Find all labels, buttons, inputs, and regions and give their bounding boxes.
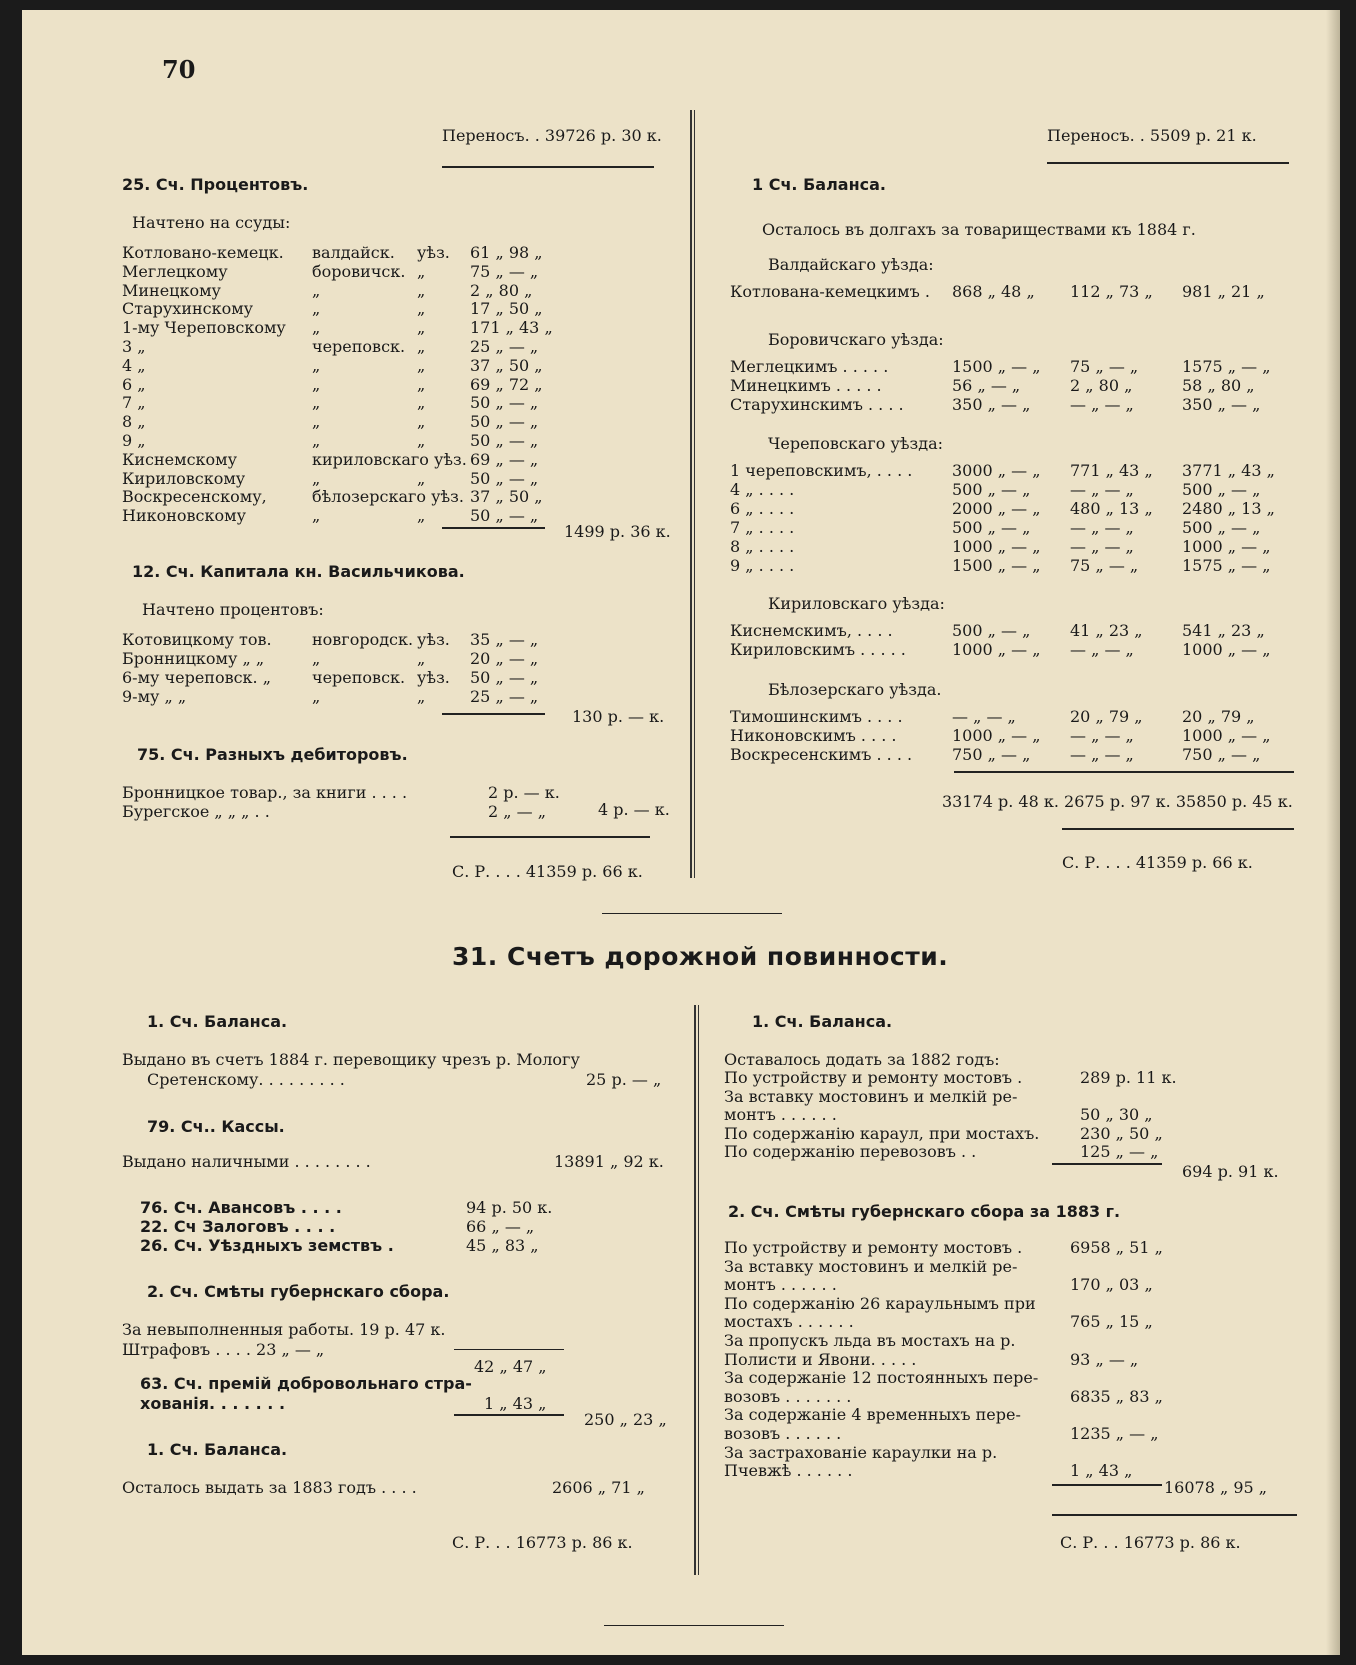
account-12-row-district: „ (312, 687, 321, 706)
balance-row-interest: 771 „ 43 „ (1070, 461, 1153, 480)
rb-estimate-row-name: За пропускъ льда въ мостахъ на р. (724, 1331, 1016, 1350)
advances-value: 94 р. 50 к. (466, 1198, 553, 1217)
account-25-row-amount: 50 „ — „ (470, 506, 539, 526)
account-25-row-amount: 50 „ — „ (470, 393, 539, 413)
rb-estimate-row-name: монтъ . . . . . . (724, 1275, 837, 1295)
account-25-row-unit: „ (417, 412, 426, 432)
insurance-line2: хованія. . . . . . . (140, 1394, 286, 1413)
right-carry-forward: Переносъ. . 5509 р. 21 к. (1047, 126, 1257, 145)
balance-row-total: 500 „ — „ (1182, 480, 1261, 499)
balance-totals: 33174 р. 48 к. 2675 р. 97 к. 35850 р. 45 к. (942, 792, 1293, 811)
balance-row-interest: — „ — „ (1070, 395, 1134, 414)
account-12-row-amount: 20 „ — „ (470, 649, 539, 668)
balance-row-principal: 868 „ 48 „ (952, 282, 1035, 301)
account-25-row-name: Кириловскому (122, 468, 246, 488)
balance-row-interest: 75 „ — „ (1070, 556, 1139, 575)
column-divider-top (690, 110, 692, 878)
balance-row-name: Воскресенскимъ . . . . (730, 745, 913, 764)
account-25-row-district: „ (312, 374, 321, 394)
rb-balance-row-amount: 125 „ — „ (1080, 1142, 1159, 1161)
balance-row-name: 6 „ . . . . (730, 499, 795, 518)
rb-balance-row-amount: 230 „ 50 „ (1080, 1123, 1163, 1143)
balance-row-interest: — „ — „ (1070, 480, 1134, 499)
rb-estimate-row-name: За содержаніе 4 временныхъ пере- (724, 1405, 1021, 1425)
rb-estimate-title: 2. Сч. Смѣты губернскаго сбора за 1883 г. (728, 1202, 1121, 1221)
rb-estimate-row-amount: 6835 „ 83 „ (1070, 1386, 1163, 1406)
account-25-row-amount: 50 „ — „ (470, 431, 539, 450)
account-25-row-unit: „ (417, 431, 426, 450)
account-25-row-name: Киснемскому (122, 449, 238, 469)
balance-row-total: 20 „ 79 „ (1182, 707, 1255, 726)
account-25-row-amount: 69 „ — „ (470, 449, 539, 469)
account-25-row-amount: 69 „ 72 „ (470, 374, 543, 394)
account-25-total: 1499 р. 36 к. (564, 522, 671, 541)
account-25-row-name: 7 „ (122, 393, 146, 413)
district-heading: Бѣлозерскаго уѣзда. (768, 680, 942, 699)
account-25-row-name: 3 „ (122, 337, 146, 356)
account-25-row-district: „ (312, 468, 321, 488)
account-25-row-unit: уѣз. (417, 243, 450, 262)
account-25-row-unit: „ (417, 506, 426, 526)
page-number: 70 (162, 55, 196, 84)
rb-estimate-row-name: За вставку мостовинъ и мелкій ре- (724, 1256, 1018, 1276)
balance-row-interest: — „ — „ (1070, 518, 1134, 537)
rb-balance-rule (1052, 1163, 1162, 1165)
balance-row-interest: 41 „ 23 „ (1070, 621, 1143, 640)
account-25-row-amount: 61 „ 98 „ (470, 243, 543, 262)
account-25-row-district: боровичск. (312, 261, 406, 281)
right-sr-rule (1062, 828, 1294, 830)
rb-estimate-row-name: Пчевжѣ . . . . . . (724, 1461, 853, 1481)
carry-rule-right (1047, 162, 1289, 164)
balance-row-total: 1000 „ — „ (1182, 726, 1271, 745)
rb-balance-row-name: По содержанію караул, при мостахъ. (724, 1123, 1040, 1143)
account-12-row-district: череповск. (312, 668, 406, 687)
account-25-row-district: череповск. (312, 337, 406, 356)
estimate-line1: За невыполненныя работы. 19 р. 47 к. (122, 1320, 446, 1339)
account-25-row-amount: 37 „ 50 „ (470, 355, 543, 375)
column-divider-top-2 (694, 110, 695, 878)
rb-estimate-total: 16078 „ 95 „ (1164, 1478, 1268, 1497)
account-25-row-unit: „ (417, 261, 426, 281)
balance-row-total: 1575 „ — „ (1182, 357, 1271, 376)
balance-row-name: Минецкимъ . . . . . (730, 376, 882, 395)
account-12-row-unit: „ (417, 649, 426, 668)
balance-row-interest: 75 „ — „ (1070, 357, 1139, 376)
rb-estimate-row-amount: 93 „ — „ (1070, 1349, 1139, 1369)
account-12-total: 130 р. — к. (572, 707, 665, 726)
district-heading: Валдайскаго уѣзда: (768, 255, 934, 274)
lb-balance-line1: Выдано въ счетъ 1884 г. перевощику чрезъ р. Мологу (122, 1050, 580, 1069)
balance-row-principal: 1500 „ — „ (952, 357, 1041, 376)
account-25-row-district: „ (312, 318, 321, 338)
account-12-row-name: 6-му череповск. „ (122, 668, 272, 687)
account-25-row-amount: 25 „ — „ (470, 337, 539, 356)
column-divider-bottom-2 (698, 1005, 699, 1575)
ledger-page (22, 10, 1340, 1655)
account-25-row-amount: 17 „ 50 „ (470, 299, 543, 319)
balance-row-name: 8 „ . . . . (730, 537, 795, 556)
account-25-row-district: „ (312, 299, 321, 319)
lb-balance2-title: 1. Сч. Баланса. (147, 1440, 288, 1459)
balance-row-principal: 56 „ — „ (952, 376, 1021, 395)
balance-title: 1 Сч. Баланса. (752, 175, 886, 194)
rb-estimate-row-name: По содержанію 26 караульнымъ при (724, 1293, 1036, 1313)
balance-row-name: Котлована-кемецкимъ . (730, 282, 930, 301)
account-25-row-district: „ (312, 506, 321, 526)
balance-row-name: Меглецкимъ . . . . . (730, 357, 889, 376)
advances-label: 76. Сч. Авансовъ . . . . (140, 1198, 342, 1217)
balance-row-total: 3771 „ 43 „ (1182, 461, 1275, 480)
account-25-row-unit: „ (417, 318, 426, 338)
balance-row-principal: 1000 „ — „ (952, 537, 1041, 556)
balance-row-principal: 1000 „ — „ (952, 640, 1041, 659)
account-25-row-amount: 75 „ — „ (470, 261, 539, 281)
balance-row-principal: 750 „ — „ (952, 745, 1031, 764)
balance-row-name: 1 череповскимъ, . . . . (730, 461, 913, 480)
balance-row-principal: 500 „ — „ (952, 621, 1031, 640)
account-25-row-amount: 37 „ 50 „ (470, 487, 543, 507)
balance-row-interest: — „ — „ (1070, 537, 1134, 556)
cash-line: Выдано наличными . . . . . . . . (122, 1152, 371, 1171)
balance-row-total: 541 „ 23 „ (1182, 621, 1265, 640)
account-25-row-name: Старухинскому (122, 299, 254, 319)
account-12-row-district: новгородск. (312, 630, 414, 649)
rb-estimate-row-amount: 170 „ 03 „ (1070, 1275, 1153, 1295)
balance-row-interest: 20 „ 79 „ (1070, 707, 1143, 726)
balance-row-interest: — „ — „ (1070, 726, 1134, 745)
footer-rule (604, 1625, 784, 1626)
rb-estimate-row-name: Полисти и Явони. . . . . (724, 1349, 917, 1369)
subtotal-value: 250 „ 23 „ (584, 1410, 667, 1429)
account-25-row-district: бѣлозерскаго уѣз. (312, 487, 464, 507)
carry-rule-left (442, 166, 654, 168)
account-12-row-name: Бронницкому „ „ (122, 649, 265, 668)
account-25-row-name: 9 „ (122, 431, 146, 450)
balance-row-total: 1000 „ — „ (1182, 537, 1271, 556)
account-25-subtitle: Начтено на ссуды: (132, 213, 291, 232)
account-12-title: 12. Сч. Капитала кн. Васильчикова. (132, 562, 465, 581)
balance-row-name: Никоновскимъ . . . . (730, 726, 897, 745)
account-25-title: 25. Сч. Процентовъ. (122, 175, 309, 194)
rb-balance-row-name: По содержанію перевозовъ . . (724, 1142, 977, 1161)
balance-row-total: 750 „ — „ (1182, 745, 1261, 764)
balance-row-principal: 500 „ — „ (952, 518, 1031, 537)
balance-row-name: Тимошинскимъ . . . . (730, 707, 903, 726)
balance-row-total: 58 „ 80 „ (1182, 376, 1255, 395)
account-75-total: 4 р. — к. (598, 800, 670, 819)
balance-row-total: 981 „ 21 „ (1182, 282, 1265, 301)
balance-row-interest: 480 „ 13 „ (1070, 499, 1153, 518)
balance-row-total: 2480 „ 13 „ (1182, 499, 1275, 518)
rb-sr-total: С. Р. . . 16773 р. 86 к. (1060, 1533, 1241, 1552)
account-25-row-unit: „ (417, 280, 426, 300)
balance-row-interest: — „ — „ (1070, 745, 1134, 764)
account-25-row-name: Минецкому (122, 280, 221, 300)
account-25-row-unit: „ (417, 355, 426, 375)
account-25-row-amount: 171 „ 43 „ (470, 318, 553, 338)
rb-estimate-rule (1052, 1484, 1162, 1486)
lb-balance-line2: Сретенскому. . . . . . . . . (147, 1070, 345, 1089)
account-12-subtitle: Начтено процентовъ: (142, 600, 324, 619)
rb-balance-subtitle: Оставалось додать за 1882 годъ: (724, 1050, 1000, 1069)
left-carry-forward: Переносъ. . 39726 р. 30 к. (442, 126, 662, 145)
rb-sr-rule (1052, 1514, 1297, 1516)
account-12-row-amount: 25 „ — „ (470, 687, 539, 706)
rb-estimate-row-name: возовъ . . . . . . . (724, 1386, 852, 1406)
insurance-line1: 63. Сч. премій добровольнаго стра- (140, 1374, 472, 1393)
cash-title: 79. Сч.. Кассы. (147, 1117, 285, 1136)
rb-estimate-row-name: мостахъ . . . . . . (724, 1312, 854, 1332)
account-75-row-name: Бронницкое товар., за книги . . . . (122, 783, 408, 802)
balance-row-principal: 3000 „ — „ (952, 461, 1041, 480)
estimate-rule (454, 1349, 564, 1350)
right-sr-total: С. Р. . . . 41359 р. 66 к. (1062, 853, 1253, 872)
account-12-rule (442, 713, 545, 715)
estimate-line2: Штрафовъ . . . . 23 „ — „ (122, 1340, 325, 1359)
account-12-row-amount: 35 „ — „ (470, 630, 539, 649)
estimate-title: 2. Сч. Смѣты губернскаго сбора. (147, 1282, 450, 1301)
account-25-row-district: кириловскаго уѣз. (312, 449, 467, 469)
lb-sr-total: С. Р. . . 16773 р. 86 к. (452, 1533, 633, 1552)
account-75-row-amount: 2 „ — „ (488, 802, 547, 821)
account-12-row-name: 9-му „ „ (122, 687, 187, 706)
account-25-row-name: Никоновскому (122, 506, 247, 526)
balance-row-principal: 2000 „ — „ (952, 499, 1041, 518)
account-25-rule (442, 527, 545, 529)
balance-row-principal: 500 „ — „ (952, 480, 1031, 499)
balance-row-interest: — „ — „ (1070, 640, 1134, 659)
lb-balance2-value: 2606 „ 71 „ (552, 1478, 645, 1497)
account-12-row-amount: 50 „ — „ (470, 668, 539, 687)
lb-balance-title: 1. Сч. Баланса. (147, 1012, 288, 1031)
account-25-row-unit: „ (417, 299, 426, 319)
zemstvo-label: 26. Сч. Уѣздныхъ земствъ . (140, 1236, 394, 1255)
balance-row-name: 9 „ . . . . (730, 556, 795, 575)
rb-balance-row-name: По устройству и ремонту мостовъ . (724, 1068, 1023, 1087)
rb-estimate-row-amount: 6958 „ 51 „ (1070, 1238, 1163, 1257)
district-heading: Боровичскаго уѣзда: (768, 330, 944, 349)
account-25-row-district: „ (312, 355, 321, 375)
balance-row-name: Кириловскимъ . . . . . (730, 640, 906, 659)
subtotal-rule (454, 1414, 564, 1416)
account-25-row-unit: „ (417, 393, 426, 413)
balance-rule (954, 771, 1294, 773)
rb-estimate-row-name: По устройству и ремонту мостовъ . (724, 1238, 1023, 1257)
section-title: 31. Счетъ дорожной повинности. (452, 942, 949, 971)
estimate-value: 42 „ 47 „ (474, 1357, 547, 1376)
district-heading: Кириловскаго уѣзда: (768, 594, 945, 613)
rb-estimate-row-amount: 765 „ 15 „ (1070, 1312, 1153, 1332)
deposits-label: 22. Сч Залоговъ . . . . (140, 1217, 336, 1236)
account-25-row-amount: 2 „ 80 „ (470, 280, 533, 300)
rb-estimate-row-name: За содержаніе 12 постоянныхъ пере- (724, 1368, 1039, 1388)
balance-row-total: 1000 „ — „ (1182, 640, 1271, 659)
account-25-row-district: „ (312, 280, 321, 300)
account-75-row-name: Бурегское „ „ „ . . (122, 802, 270, 821)
balance-row-principal: 1000 „ — „ (952, 726, 1041, 745)
rb-estimate-row-name: За застрахованіе караулки на р. (724, 1442, 998, 1462)
account-75-title: 75. Сч. Разныхъ дебиторовъ. (137, 745, 408, 764)
balance-row-principal: 350 „ — „ (952, 395, 1031, 414)
balance-row-name: Киснемскимъ, . . . . (730, 621, 893, 640)
rb-estimate-row-amount: 1235 „ — „ (1070, 1424, 1159, 1443)
lb-balance2-line: Осталось выдать за 1883 годъ . . . . (122, 1478, 417, 1497)
account-25-row-name: 8 „ (122, 412, 146, 432)
zemstvo-value: 45 „ 83 „ (466, 1236, 539, 1255)
account-25-row-name: 1-му Череповскому (122, 318, 286, 338)
rb-balance-row-name: За вставку мостовинъ и мелкій ре- (724, 1086, 1018, 1106)
district-heading: Череповскаго уѣзда: (768, 434, 944, 453)
balance-row-name: 4 „ . . . . (730, 480, 795, 499)
balance-subtitle: Осталось въ долгахъ за товариществами къ 1884 г. (762, 220, 1196, 239)
account-25-row-district: „ (312, 393, 321, 413)
rb-balance-row-amount: 289 р. 11 к. (1080, 1068, 1177, 1087)
page-edge-shadow (1326, 10, 1340, 1655)
balance-row-principal: — „ — „ (952, 707, 1016, 726)
account-25-row-district: „ (312, 431, 321, 450)
account-12-row-unit: уѣз. (417, 668, 450, 687)
account-25-row-unit: „ (417, 374, 426, 394)
deposits-value: 66 „ — „ (466, 1217, 535, 1236)
balance-row-total: 1575 „ — „ (1182, 556, 1271, 575)
account-25-row-amount: 50 „ — „ (470, 412, 539, 432)
balance-row-name: 7 „ . . . . (730, 518, 795, 537)
left-sr-rule (450, 836, 650, 838)
balance-row-interest: 2 „ 80 „ (1070, 376, 1133, 395)
lb-balance-value: 25 р. — „ (586, 1070, 662, 1089)
rb-balance-row-amount: 50 „ 30 „ (1080, 1105, 1153, 1124)
insurance-value: 1 „ 43 „ (484, 1394, 547, 1413)
rb-estimate-row-amount: 1 „ 43 „ (1070, 1461, 1133, 1481)
cash-value: 13891 „ 92 к. (554, 1152, 664, 1171)
left-sr-total: С. Р. . . . 41359 р. 66 к. (452, 862, 643, 881)
rb-estimate-row-name: возовъ . . . . . . (724, 1424, 842, 1443)
column-divider-bottom (694, 1005, 696, 1575)
rb-balance-total: 694 р. 91 к. (1182, 1162, 1279, 1181)
account-12-row-unit: „ (417, 687, 426, 706)
account-25-row-amount: 50 „ — „ (470, 468, 539, 488)
balance-row-name: Старухинскимъ . . . . (730, 395, 904, 414)
balance-row-interest: 112 „ 73 „ (1070, 282, 1153, 301)
rb-balance-title: 1. Сч. Баланса. (752, 1012, 893, 1031)
account-25-row-name: 6 „ (122, 374, 146, 394)
account-12-row-name: Котовицкому тов. (122, 630, 272, 649)
account-25-row-district: валдайск. (312, 243, 395, 262)
account-12-row-unit: уѣз. (417, 630, 450, 649)
account-25-row-name: Воскресенскому, (122, 487, 267, 507)
balance-row-total: 500 „ — „ (1182, 518, 1261, 537)
account-25-row-unit: „ (417, 468, 426, 488)
account-25-row-district: „ (312, 412, 321, 432)
rb-balance-row-name: монтъ . . . . . . (724, 1105, 837, 1124)
section-divider-rule (602, 913, 782, 914)
account-12-row-district: „ (312, 649, 321, 668)
balance-row-total: 350 „ — „ (1182, 395, 1261, 414)
account-25-row-name: 4 „ (122, 355, 146, 375)
account-25-row-name: Котловано-кемецк. (122, 243, 284, 262)
balance-row-principal: 1500 „ — „ (952, 556, 1041, 575)
account-25-row-name: Меглецкому (122, 261, 228, 281)
account-25-row-unit: „ (417, 337, 426, 356)
account-75-row-amount: 2 р. — к. (488, 783, 560, 802)
